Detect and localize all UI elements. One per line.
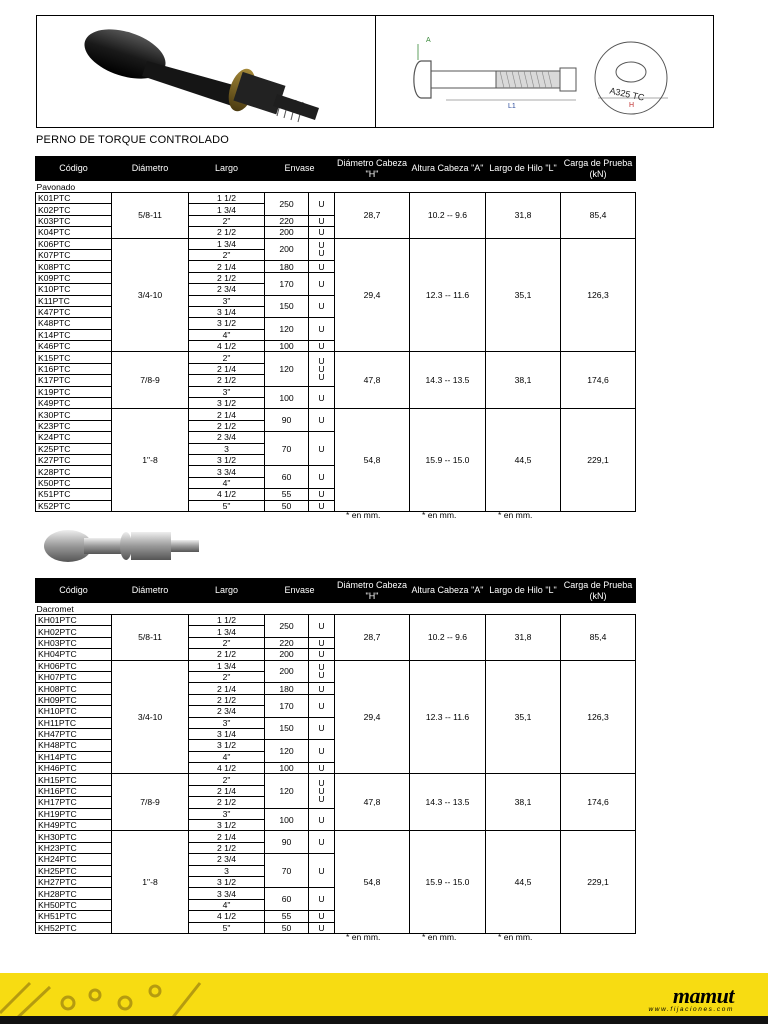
package-qty: 50 [265,500,309,511]
length-cell: 3 [189,865,265,876]
diameter-cell: 5/8-11 [112,193,189,239]
table-row [36,831,636,842]
length-cell: 2 1/2 [189,272,265,283]
length-cell: 2 3/4 [189,854,265,865]
proof-load-cell: 85,4 [561,193,636,239]
length-cell: 2 1/2 [189,694,265,705]
column-header: Diámetro [112,157,189,181]
bolt-photo-small [36,518,212,574]
finish-row [36,181,636,193]
unit-note: * en mm. [346,510,381,520]
column-header: Carga de Prueba (kN) [561,579,636,603]
length-cell: 2" [189,352,265,363]
package-qty: 150 [265,295,309,318]
length-cell: 2 3/4 [189,432,265,443]
unit-cell: U [309,386,335,409]
product-code: KH07PTC [36,671,112,682]
head-height-cell: 15.9 -- 15.0 [410,831,486,934]
unit-cell: U U U [309,352,335,386]
product-code: K51PTC [36,489,112,500]
length-cell: 3 1/2 [189,820,265,831]
header-row [36,579,636,603]
product-code: KH50PTC [36,899,112,910]
product-code: K46PTC [36,341,112,352]
product-code: KH47PTC [36,728,112,739]
product-code: KH51PTC [36,911,112,922]
length-cell: 5" [189,922,265,933]
product-code: K10PTC [36,284,112,295]
length-cell: 3" [189,295,265,306]
length-cell: 4" [189,477,265,488]
package-qty: 170 [265,272,309,295]
package-qty: 180 [265,261,309,272]
unit-cell: U [309,683,335,694]
unit-cell: U U [309,660,335,683]
head-height-cell: 15.9 -- 15.0 [410,409,486,512]
table-row [36,774,636,785]
spec-table-dacromet [35,578,636,934]
package-qty: 220 [265,215,309,226]
unit-cell: U [309,215,335,226]
head-height-cell: 12.3 -- 11.6 [410,238,486,352]
length-cell: 2 1/4 [189,831,265,842]
package-qty: 55 [265,489,309,500]
length-cell: 2 1/2 [189,649,265,660]
package-qty: 200 [265,660,309,683]
unit-cell: U [309,409,335,432]
length-cell: 4" [189,751,265,762]
product-code: KH23PTC [36,842,112,853]
product-code: K24PTC [36,432,112,443]
product-code: KH02PTC [36,626,112,637]
product-code: K16PTC [36,363,112,374]
length-cell: 3 1/2 [189,398,265,409]
brand-name: mamut [672,983,734,1008]
product-hero [36,15,714,128]
thread-length-cell: 31,8 [486,193,561,239]
length-cell: 2" [189,215,265,226]
product-code: K28PTC [36,466,112,477]
page-title: PERNO DE TORQUE CONTROLADO [36,134,230,146]
finish-row [36,603,636,615]
unit-cell: U [309,740,335,763]
product-code: KH52PTC [36,922,112,933]
product-code: K11PTC [36,295,112,306]
length-cell: 3 1/4 [189,728,265,739]
length-cell: 4 1/2 [189,489,265,500]
head-diameter-cell: 29,4 [335,660,410,774]
thread-length-cell: 35,1 [486,238,561,352]
column-header: Diámetro Cabeza "H" [335,579,410,603]
diameter-cell: 7/8-9 [112,774,189,831]
label-h: H [629,102,635,109]
head-height-cell: 10.2 -- 9.6 [410,193,486,239]
thread-length-cell: 38,1 [486,352,561,409]
length-cell: 4" [189,329,265,340]
package-qty: 55 [265,911,309,922]
head-diameter-cell: 28,7 [335,615,410,661]
bolt-drawing [376,16,713,127]
length-cell: 3" [189,386,265,397]
head-height-cell: 14.3 -- 13.5 [410,774,486,831]
length-cell: 3 1/2 [189,454,265,465]
head-diameter-cell: 47,8 [335,774,410,831]
package-qty: 220 [265,637,309,648]
length-cell: 3" [189,717,265,728]
package-qty: 170 [265,694,309,717]
column-header: Largo [189,579,265,603]
head-height-cell: 10.2 -- 9.6 [410,615,486,661]
package-qty: 100 [265,386,309,409]
proof-load-cell: 126,3 [561,238,636,352]
product-code: K48PTC [36,318,112,329]
product-code: K07PTC [36,249,112,260]
product-code: KH19PTC [36,808,112,819]
product-code: KH06PTC [36,660,112,671]
bolt-photo-small-graphic [36,518,212,574]
package-qty: 90 [265,831,309,854]
length-cell: 4 1/2 [189,763,265,774]
diameter-cell: 3/4-10 [112,660,189,774]
length-cell: 2 1/4 [189,363,265,374]
thread-length-cell: 44,5 [486,831,561,934]
product-code: K14PTC [36,329,112,340]
thread-length-cell: 31,8 [486,615,561,661]
column-header: Código [36,157,112,181]
product-code: K25PTC [36,443,112,454]
unit-cell: U U U [309,774,335,808]
package-qty: 100 [265,763,309,774]
proof-load-cell: 174,6 [561,352,636,409]
unit-cell: U [309,227,335,238]
length-cell: 5" [189,500,265,511]
product-code: K17PTC [36,375,112,386]
length-cell: 1 3/4 [189,626,265,637]
thread-length-cell: 38,1 [486,774,561,831]
column-header: Largo de Hilo "L" [486,579,561,603]
product-code: K27PTC [36,454,112,465]
proof-load-cell: 126,3 [561,660,636,774]
unit-cell: U [309,888,335,911]
finish-label: Pavonado [36,181,76,192]
package-qty: 90 [265,409,309,432]
product-code: K19PTC [36,386,112,397]
package-qty: 200 [265,649,309,660]
length-cell: 2 1/4 [189,785,265,796]
length-cell: 3 1/2 [189,740,265,751]
length-cell: 3 3/4 [189,888,265,899]
product-code: KH27PTC [36,876,112,887]
brand-logo[interactable] [648,983,734,1013]
unit-cell: U [309,922,335,933]
column-header: Largo de Hilo "L" [486,157,561,181]
unit-cell: U [309,318,335,341]
length-cell: 3" [189,808,265,819]
product-code: K50PTC [36,477,112,488]
unit-cell: U [309,295,335,318]
length-cell: 3 1/4 [189,306,265,317]
diameter-cell: 5/8-11 [112,615,189,661]
length-cell: 2 1/2 [189,375,265,386]
package-qty: 60 [265,888,309,911]
product-code: K04PTC [36,227,112,238]
column-header: Altura Cabeza "A" [410,157,486,181]
column-header: Carga de Prueba (kN) [561,157,636,181]
label-l1: L1 [508,103,516,110]
product-code: K49PTC [36,398,112,409]
product-code: K23PTC [36,420,112,431]
unit-cell: U [309,649,335,660]
head-diameter-cell: 28,7 [335,193,410,239]
product-code: K47PTC [36,306,112,317]
package-qty: 180 [265,683,309,694]
bolt-photo [37,16,376,127]
length-cell: 3 [189,443,265,454]
product-code: KH25PTC [36,865,112,876]
package-qty: 150 [265,717,309,740]
finish-label: Dacromet [36,603,74,614]
product-code: KH09PTC [36,694,112,705]
unit-cell: U [309,261,335,272]
footer-strip [0,1016,768,1024]
length-cell: 2 1/2 [189,842,265,853]
package-qty: 50 [265,922,309,933]
label-a: A [426,37,431,44]
length-cell: 2 3/4 [189,284,265,295]
column-header: Código [36,579,112,603]
product-code: KH16PTC [36,785,112,796]
product-code: KH11PTC [36,717,112,728]
length-cell: 1 1/2 [189,615,265,626]
product-code: K52PTC [36,500,112,511]
length-cell: 2 1/4 [189,261,265,272]
product-code: KH49PTC [36,820,112,831]
product-code: KH04PTC [36,649,112,660]
length-cell: 4 1/2 [189,911,265,922]
head-height-cell: 14.3 -- 13.5 [410,352,486,409]
length-cell: 3 1/2 [189,876,265,887]
head-diameter-cell: 54,8 [335,409,410,512]
unit-cell: U [309,432,335,466]
package-qty: 100 [265,341,309,352]
package-qty: 200 [265,227,309,238]
unit-note: * en mm. [346,932,381,942]
product-code: KH28PTC [36,888,112,899]
diameter-cell: 3/4-10 [112,238,189,352]
unit-cell: U [309,341,335,352]
head-diameter-cell: 54,8 [335,831,410,934]
bolt-dimension-drawing [376,16,714,129]
head-height-cell: 12.3 -- 11.6 [410,660,486,774]
length-cell: 1 1/2 [189,193,265,204]
unit-cell: U [309,500,335,511]
unit-cell: U [309,911,335,922]
length-cell: 2 1/4 [189,683,265,694]
proof-load-cell: 229,1 [561,831,636,934]
package-qty: 250 [265,615,309,638]
diameter-cell: 1"-8 [112,831,189,934]
unit-cell: U [309,854,335,888]
length-cell: 2" [189,671,265,682]
product-code: KH14PTC [36,751,112,762]
product-code: KH30PTC [36,831,112,842]
product-code: K30PTC [36,409,112,420]
proof-load-cell: 229,1 [561,409,636,512]
unit-cell: U [309,489,335,500]
length-cell: 2" [189,774,265,785]
length-cell: 2" [189,249,265,260]
length-cell: 1 3/4 [189,204,265,215]
product-code: K01PTC [36,193,112,204]
unit-cell: U [309,694,335,717]
column-header: Diámetro [112,579,189,603]
table-row [36,193,636,204]
product-code: K03PTC [36,215,112,226]
product-code: K06PTC [36,238,112,249]
package-qty: 120 [265,740,309,763]
table-row [36,615,636,626]
length-cell: 2 1/2 [189,797,265,808]
package-qty: 100 [265,808,309,831]
head-diameter-cell: 47,8 [335,352,410,409]
product-code: KH17PTC [36,797,112,808]
product-code: K09PTC [36,272,112,283]
unit-cell: U [309,717,335,740]
product-code: K08PTC [36,261,112,272]
package-qty: 60 [265,466,309,489]
product-code: KH01PTC [36,615,112,626]
brand-url[interactable]: www.fijaciones.com [648,1006,734,1013]
proof-load-cell: 174,6 [561,774,636,831]
unit-cell: U U [309,238,335,261]
length-cell: 4" [189,899,265,910]
product-code: KH10PTC [36,706,112,717]
package-qty: 250 [265,193,309,216]
column-header: Altura Cabeza "A" [410,579,486,603]
washer-stamp: A325 TC [608,85,646,103]
unit-cell: U [309,808,335,831]
column-header: Envase [265,157,335,181]
length-cell: 4 1/2 [189,341,265,352]
unit-cell: U [309,615,335,638]
unit-cell: U [309,763,335,774]
product-code: K15PTC [36,352,112,363]
unit-note: * en mm. [498,932,533,942]
column-header: Largo [189,157,265,181]
package-qty: 70 [265,854,309,888]
diameter-cell: 7/8-9 [112,352,189,409]
product-code: KH46PTC [36,763,112,774]
column-header: Diámetro Cabeza "H" [335,157,410,181]
length-cell: 2" [189,637,265,648]
diameter-cell: 1"-8 [112,409,189,512]
bolt-photo-graphic [37,16,376,129]
package-qty: 200 [265,238,309,261]
product-code: KH03PTC [36,637,112,648]
unit-cell: U [309,831,335,854]
header-row [36,157,636,181]
length-cell: 1 3/4 [189,660,265,671]
unit-cell: U [309,272,335,295]
package-qty: 120 [265,352,309,386]
unit-note: * en mm. [422,932,457,942]
thread-length-cell: 35,1 [486,660,561,774]
thread-length-cell: 44,5 [486,409,561,512]
length-cell: 3 3/4 [189,466,265,477]
table-row [36,238,636,249]
column-header: Envase [265,579,335,603]
unit-cell: U [309,466,335,489]
product-code: K02PTC [36,204,112,215]
length-cell: 3 1/2 [189,318,265,329]
package-qty: 120 [265,318,309,341]
length-cell: 2 3/4 [189,706,265,717]
product-code: KH24PTC [36,854,112,865]
proof-load-cell: 85,4 [561,615,636,661]
table-row [36,352,636,363]
table-row [36,409,636,420]
table-row [36,660,636,671]
head-diameter-cell: 29,4 [335,238,410,352]
unit-cell: U [309,637,335,648]
length-cell: 2 1/4 [189,409,265,420]
unit-cell: U [309,193,335,216]
product-code: KH08PTC [36,683,112,694]
spec-table-pavonado [35,156,636,512]
unit-note: * en mm. [422,510,457,520]
length-cell: 2 1/2 [189,420,265,431]
package-qty: 70 [265,432,309,466]
package-qty: 120 [265,774,309,808]
product-code: KH48PTC [36,740,112,751]
product-code: KH15PTC [36,774,112,785]
unit-note: * en mm. [498,510,533,520]
length-cell: 1 3/4 [189,238,265,249]
length-cell: 2 1/2 [189,227,265,238]
